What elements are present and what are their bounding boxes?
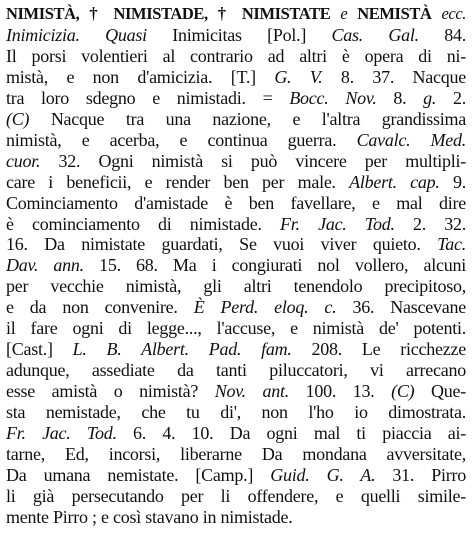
body-text: Inimicitas [Pol.] (172, 24, 332, 45)
headword: NIMISTÀ, † NIMISTADE, † NIMISTATE (6, 4, 341, 23)
citation-text: Cavalc. Med. (356, 129, 466, 150)
body-text: 36. Nascevane (352, 297, 466, 318)
body-text: Il porsi volentieri al contrario ad altri è opera di ni- (6, 45, 466, 66)
body-text: Nacque tra una nazione, e l'altra grandissima (50, 108, 466, 129)
body-text: tarne, Ed, incorsi, liberarne Da mondana avversitate, (6, 443, 466, 464)
citation-text: ecc. (441, 4, 466, 23)
body-text: [Cast.] (6, 339, 73, 360)
text-line (6, 506, 466, 528)
text-line (6, 359, 466, 381)
body-text: Que- (431, 381, 466, 402)
citation-text: Dav. ann. (6, 255, 100, 276)
body-text: li già persecutando per li offendere, e quelli simile- (6, 485, 466, 506)
body-text: 15. 68. Ma i congiurati nol vollero, alcuni (99, 255, 466, 276)
text-line (6, 129, 466, 151)
body-text: mente Pirro ; e così stavano in nimistade. (6, 506, 293, 527)
text-line (6, 380, 466, 402)
text-line (6, 45, 466, 67)
body-text: e da non convenire. (6, 297, 194, 318)
body-text: Cominciamento d'amistade è ben favellare, e mal dire (6, 192, 466, 213)
text-line (6, 422, 466, 444)
citation-text: Nov. ant. (214, 381, 306, 402)
body-text: 84. (444, 24, 466, 45)
text-line (6, 275, 466, 297)
citation-text: cuor. (6, 150, 59, 171)
body-text: Da umana nemistate. [Camp.] (6, 464, 271, 485)
body-text: esse amistà o nimistà? (6, 381, 215, 402)
text-line (6, 87, 466, 109)
text-line (6, 192, 466, 214)
body-text: 31. Pirro (392, 464, 466, 485)
body-text: 208. Le ricchezze (311, 339, 466, 360)
text-line (6, 485, 466, 507)
citation-text: Bocc. Nov. (289, 87, 394, 108)
text-line (6, 401, 466, 423)
citation-text: L. B. Albert. Pad. fam. (72, 339, 312, 360)
body-text: per vecchie nimistà, gli altri tenendolo precipitoso, (6, 276, 466, 297)
body-text: mistà, e non d'amicizia. [T.] (6, 66, 275, 87)
text-line (6, 254, 466, 276)
body-text: 8. 37. Nacque (340, 66, 466, 87)
citation-text: Tac. (437, 234, 466, 255)
text-line (6, 66, 466, 88)
body-text: 16. Da nimistate guardati, Se vuoi viver quieto. (6, 234, 438, 255)
body-text: il fare ogni di legge..., l'accuse, e nimistà de' potenti. (6, 318, 466, 339)
citation-text: Albert. cap. (349, 171, 453, 192)
citation-text: g. (423, 87, 453, 108)
body-text: adunque, assediate da tanti piluccatori, vi arrecano (6, 360, 466, 381)
citation-text: e (340, 4, 358, 23)
text-line (6, 317, 466, 339)
citation-text: Cas. Gal. (331, 24, 445, 45)
text-line (6, 24, 466, 46)
body-text: 100. 13. (305, 381, 392, 402)
text-line (6, 338, 466, 360)
body-text: 2. 32. (412, 213, 466, 234)
citation-text: (C) (6, 108, 51, 129)
body-text: è cominciamento di nimistade. (6, 213, 281, 234)
body-text: care i beneficii, e render ben per male. (6, 171, 350, 192)
text-line (6, 3, 466, 25)
text-line (6, 464, 466, 486)
citation-text: Fr. Jac. Tod. (280, 213, 413, 234)
text-line (6, 171, 466, 193)
body-text: 32. Ogni nimistà si può vincere per multipli- (58, 150, 466, 171)
citation-text: Guid. G. A. (270, 464, 393, 485)
body-text: 2. (453, 87, 466, 108)
text-line (6, 108, 466, 130)
citation-text: È Perd. eloq. c. (193, 297, 353, 318)
citation-text: Inimicizia. Quasi (6, 24, 173, 45)
text-line (6, 233, 466, 255)
body-text: 6. 4. 10. Da ogni mal ti piaccia ai- (133, 423, 466, 443)
body-text: 8. (393, 87, 424, 108)
citation-text: Fr. Jac. Tod. (6, 423, 134, 443)
text-line (6, 213, 466, 235)
citation-text: (C) (391, 381, 432, 402)
headword: NEMISTÀ (357, 4, 442, 23)
text-line (6, 150, 466, 172)
body-text: 9. (453, 171, 466, 192)
text-line (6, 443, 466, 465)
citation-text: G. V. (274, 66, 341, 87)
body-text: sta nemistade, che tu di', non l'ho io dimostrata. (6, 402, 466, 423)
body-text: nimistà, e acerba, e continua guerra. (6, 129, 357, 150)
body-text: tra loro sdegno e nimistadi. = (6, 87, 290, 108)
text-line (6, 296, 466, 318)
